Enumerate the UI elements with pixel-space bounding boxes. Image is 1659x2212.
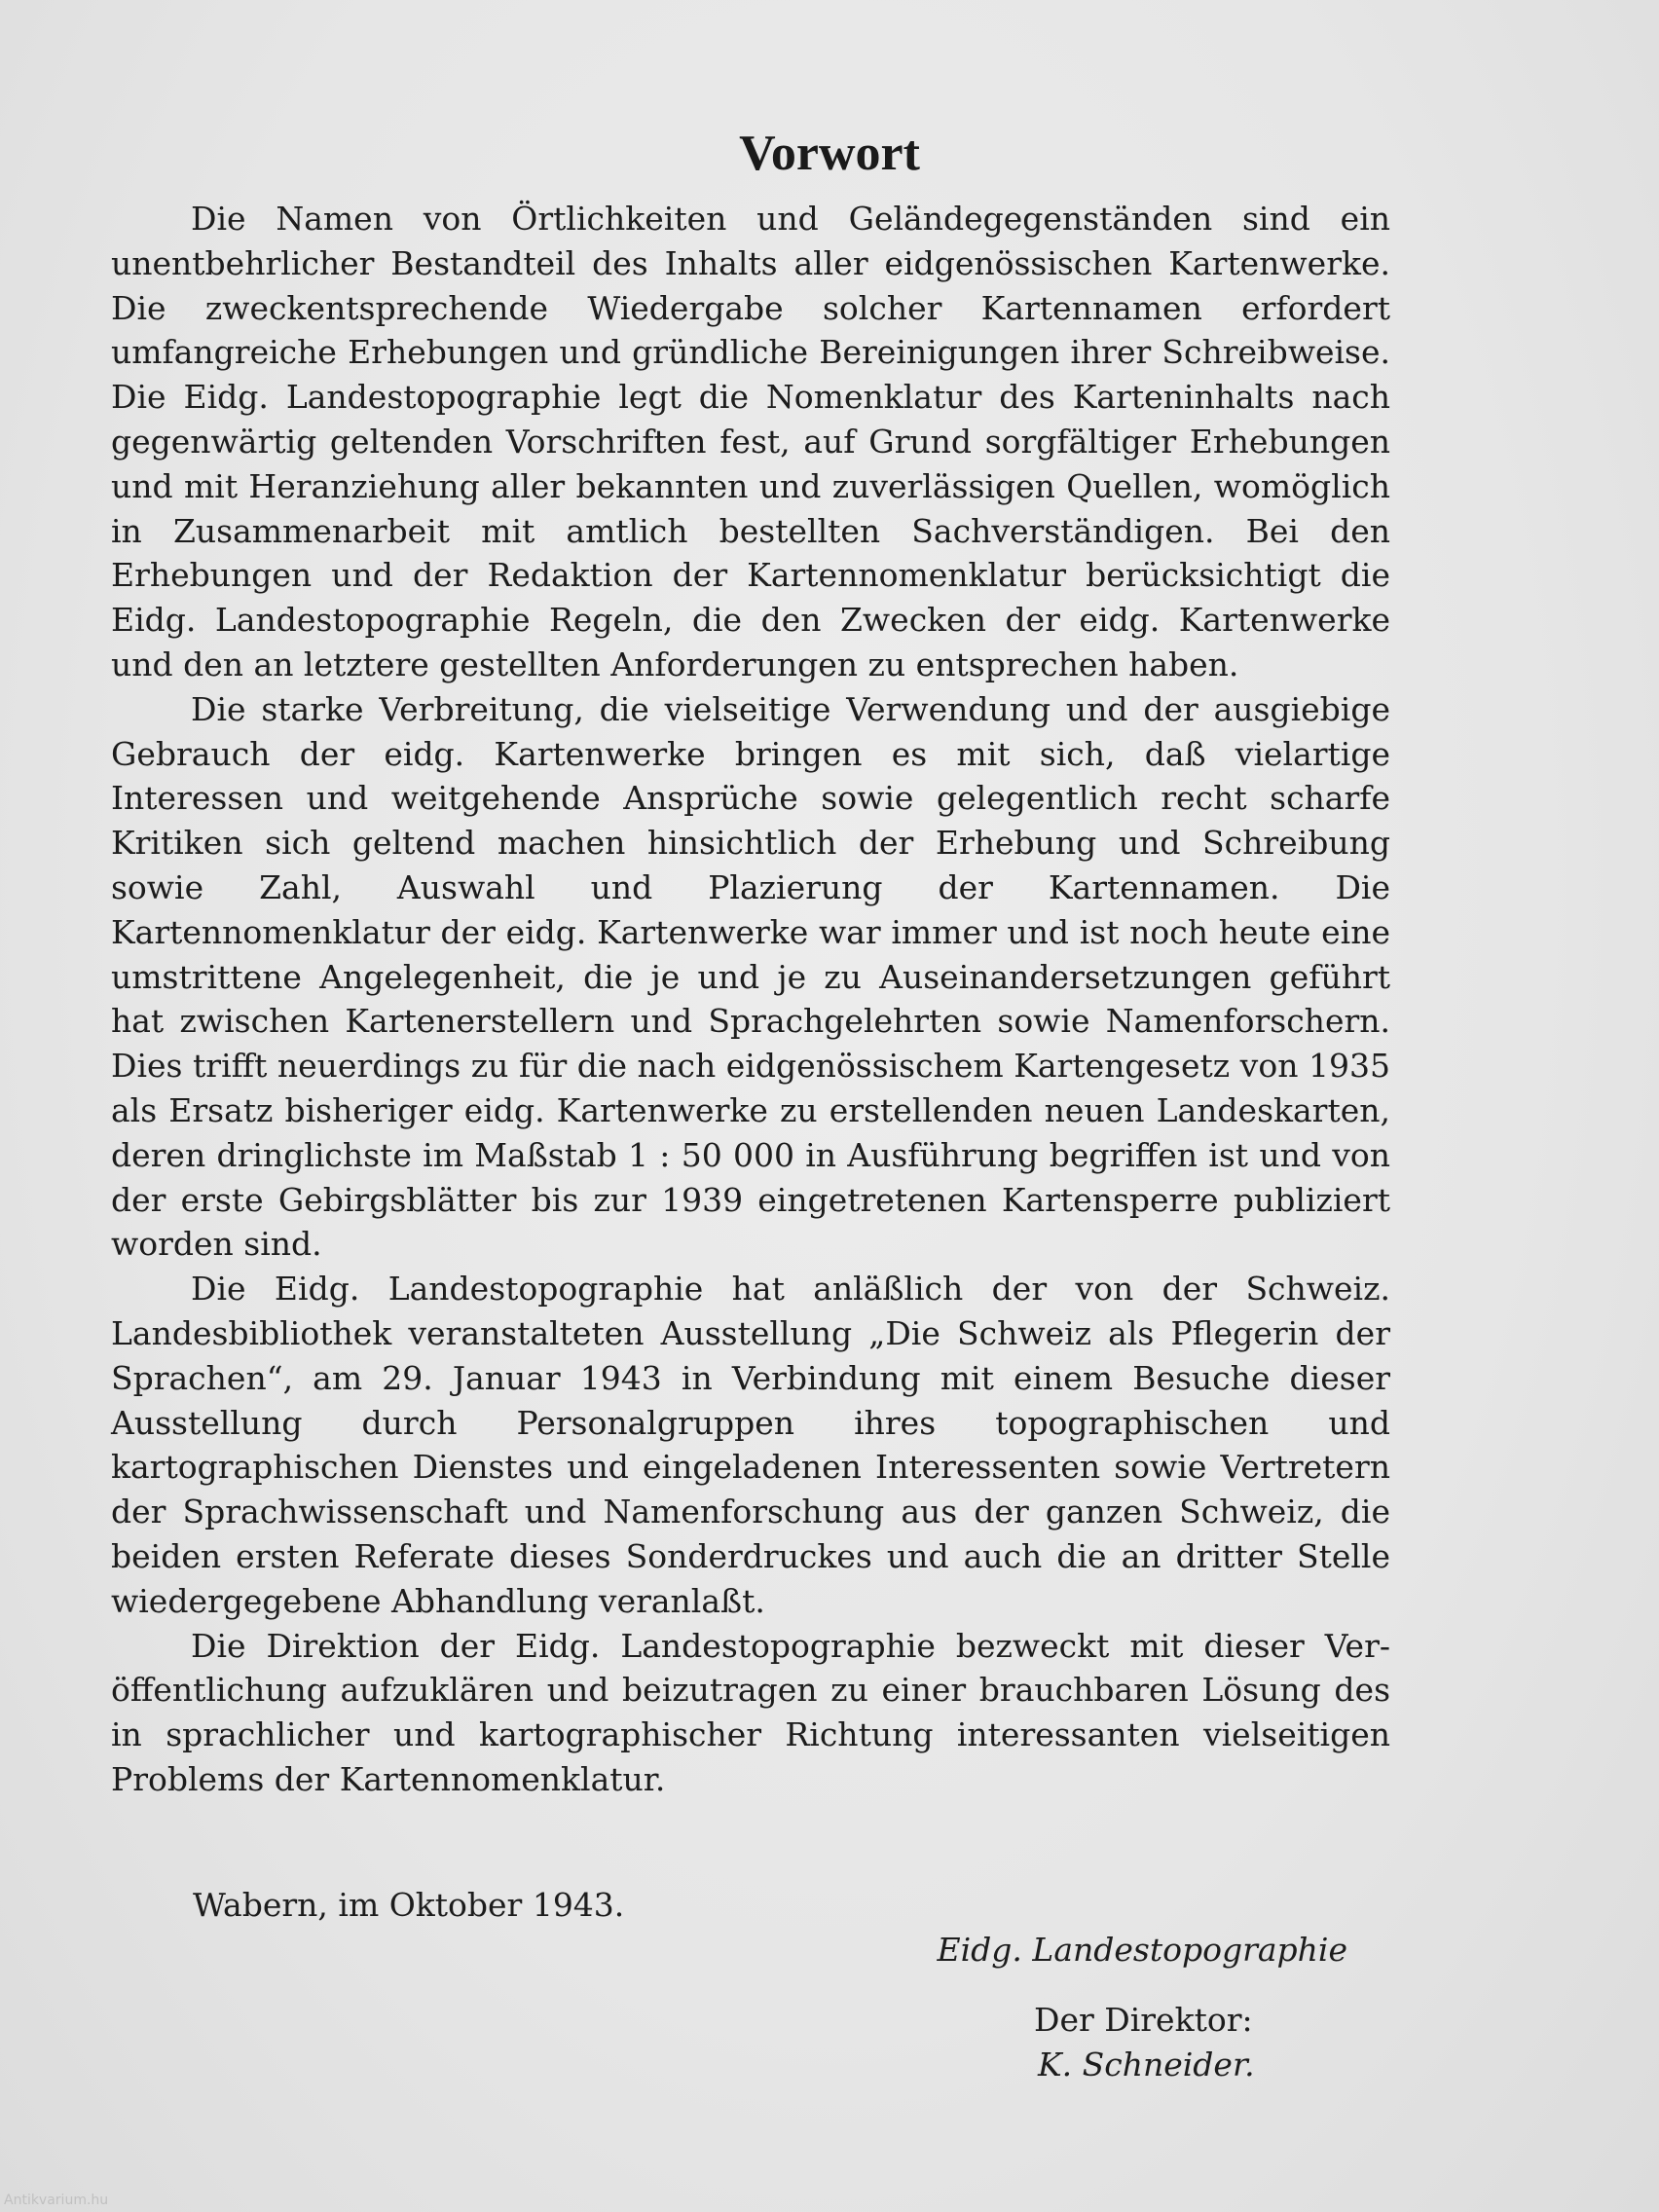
- place-date: Wabern, im Oktober 1943.: [193, 1886, 625, 1924]
- page-title: Vorwort: [739, 125, 920, 181]
- paragraph-2: Die starke Verbreitung, die vielseitige Verwendung und der ausgiebige Gebrauch der eidg. Kartenwerke bringen es mit sich, daß vielartige Interessen und weitgehende Ansprüche sowie gelegentlich recht scharfe Kritiken sich geltend machen hinsichtlich der Erhebung und Schreibung sowie Zahl, Auswahl und Plazierung der Kartennamen. Die Kartennomenklatur der eidg. Kartenwerke war immer und ist noch heute eine umstrittene Angelegenheit, die je und je zu Auseinandersetzungen geführt hat zwischen Kartenerstellern und Sprachgelehrten sowie Namenforschern. Dies trifft neuerdings zu für die nach eidgenössischem Kartengesetz von 1935 als Ersatz bisheriger eidg. Kartenwerke zu erstellenden neuen Landeskarten, deren dringlichste im Maßstab 1 : 50 000 in Ausführung begriffen ist und von der erste Gebirgsblätter bis zur 1939 eingetretenen Kartensperre publiziert worden sind.: [111, 689, 1390, 1264]
- paragraph-4: Die Direktion der Eidg. Landestopographie bezweckt mit dieser Veröffentlichung aufzuklären und beizutragen zu einer brauchbaren Lösung des in sprachlicher und kartographischer Richtung interessanten vielseitigen Problems der Kartennomenklatur.: [111, 1626, 1390, 1798]
- paragraph-3: Die Eidg. Landestopographie hat anläßlich der von der Schweiz. Landesbibliothek veranstalteten Ausstellung „Die Schweiz als Pflegerin der Sprachen“, am 29. Januar 1943 in Verbindung mit einem Besuche dieser Ausstellung durch Personalgruppen ihres topographischen und kartographischen Dienstes und eingeladenen Interessenten sowie Vertretern der Sprachwissenschaft und Namenforschung aus der ganzen Schweiz, die beiden ersten Referate dieses Sonderdruckes und auch die an dritter Stelle wiedergegebene Abhandlung veranlaßt.: [111, 1270, 1390, 1620]
- paragraph-1: Die Namen von Örtlichkeiten und Geländegegenständen sind ein unentbehrlicher Bestandteil des Inhalts aller eidgenössischen Kartenwerke. Die zweckentsprechende Wiedergabe solcher Kartennamen erfordert umfangreiche Erhebungen und gründliche Bereinigungen ihrer Schreibweise. Die Eidg. Landestopographie legt die Nomenklatur des Karteninhalts nach gegenwärtig geltenden Vorschriften fest, auf Grund sorgfältiger Erhebungen und mit Heranziehung aller bekannten und zuverlässigen Quellen, womöglich in Zusammenarbeit mit amtlich bestellten Sachverständigen. Bei den Erhebungen und der Redaktion der Kartennomenklatur berücksichtigt die Eidg. Landestopographie Regeln, die den Zwecken der eidg. Kartenwerke und den an letztere gestellten Anforderungen zu entsprechen haben.: [111, 200, 1390, 683]
- foreword-body: [111, 197, 1390, 1802]
- signature-name: K. Schneider.: [1038, 2046, 1255, 2083]
- watermark: Antikvarium.hu: [4, 2193, 109, 2208]
- signature-role: Der Direktor:: [1034, 2001, 1253, 2039]
- signature-organization: Eidg. Landestopographie: [937, 1931, 1347, 1969]
